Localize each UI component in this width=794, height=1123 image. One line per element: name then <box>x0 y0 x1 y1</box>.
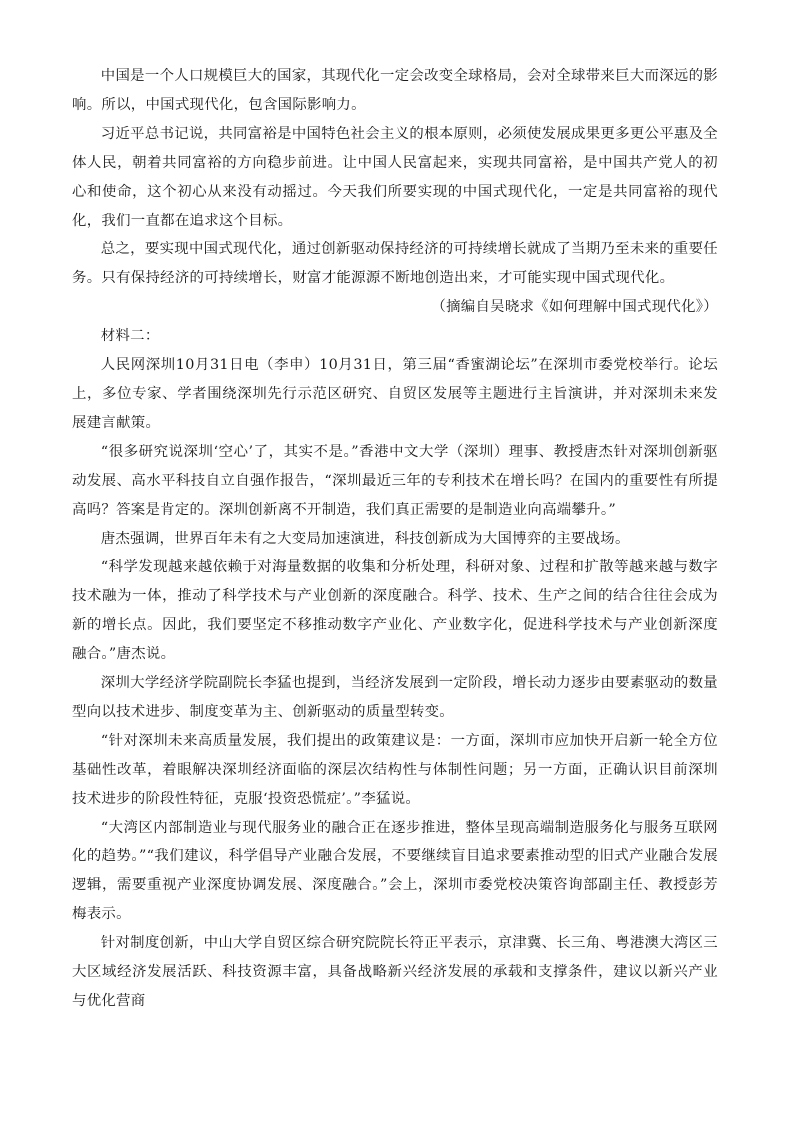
paragraph: 习近平总书记说，共同富裕是中国特色社会主义的根本原则，必须使发展成果更多更公平惠及全体人民，朝着共同富裕的方向稳步前进。让中国人民富起来，实现共同富裕，是中国共产党人的初心和使命，这个初心从来没有动摇过。今天我们所要实现的中国式现代化，一定是共同富裕的现代化，我们一直都在追求这个目标。 <box>72 125 718 229</box>
paragraph: “很多研究说深圳‘空心’了，其实不是。”香港中文大学（深圳）理事、教授唐杰针对深圳创新驱动发展、高水平科技自立自强作报告，“深圳最近三年的专利技术在增长吗？在国内的重要性有所提高吗？答案是肯定的。深圳创新离不开制造，我们真正需要的是制造业向高端攀升。” <box>72 443 718 518</box>
paragraph: “大湾区内部制造业与现代服务业的融合正在逐步推进，整体呈现高端制造服务化与服务互联网化的趋势。”“我们建议，科学倡导产业融合发展，不要继续盲目追求要素推动型的旧式产业融合发展逻辑，需要重视产业深度协调发展、深度融合。”会上，深圳市委党校决策咨询部副主任、教授彭芳梅表示。 <box>72 819 718 923</box>
section-heading: 材料二： <box>100 328 160 345</box>
paragraph: 深圳大学经济学院副院长李猛也提到，当经济发展到一定阶段，增长动力逐步由要素驱动的数量型向以技术进步、制度变革为主、创新驱动的质量型转变。 <box>72 675 718 720</box>
document-page <box>72 62 718 1016</box>
source-citation: （摘编自吴晓求《如何理解中国式现代化》） <box>431 299 718 316</box>
paragraph: 总之，要实现中国式现代化，通过创新驱动保持经济的可持续增长就成了当期乃至未来的重要任务。只有保持经济的可持续增长，财富才能源源不断地创造出来，才可能实现中国式现代化。 <box>72 241 718 287</box>
paragraph: “针对深圳未来高质量发展，我们提出的政策建议是：一方面，深圳市应加快开启新一轮全方位基础性改革，着眼解决深圳经济面临的深层次结构性与体制性问题；另一方面，正确认识目前深圳技术进步的阶段性特征，克服‘投资恐慌症’。”李猛说。 <box>72 732 718 807</box>
paragraph: 唐杰强调，世界百年未有之大变局加速演进，科技创新成为大国博弈的主要战场。 <box>100 530 630 547</box>
paragraph: “科学发现越来越依赖于对海量数据的收集和分析处理，科研对象、过程和扩散等越来越与数字技术融为一体，推动了科学技术与产业创新的深度融合。科学、技术、生产之间的结合往往会成为新的增长点。因此，我们要坚定不移推动数字产业化、产业数字化，促进科学技术与产业创新深度融合。”唐杰说。 <box>72 559 718 663</box>
paragraph: 人民网深圳10月31日电（李申）10月31日，第三届“香蜜湖论坛”在深圳市委党校举行。论坛上，多位专家、学者围绕深圳先行示范区研究、自贸区发展等主题进行主旨演讲，并对深圳未来发展建言献策。 <box>72 357 718 431</box>
paragraph: 中国是一个人口规模巨大的国家，其现代化一定会改变全球格局，会对全球带来巨大而深远的影响。所以，中国式现代化，包含国际影响力。 <box>72 68 718 113</box>
paragraph: 针对制度创新，中山大学自贸区综合研究院院长符正平表示，京津冀、长三角、粤港澳大湾区三大区域经济发展活跃、科技资源丰富，具备战略新兴经济发展的承载和支撑条件，建议以新兴产业与优化营商 <box>72 935 718 1009</box>
